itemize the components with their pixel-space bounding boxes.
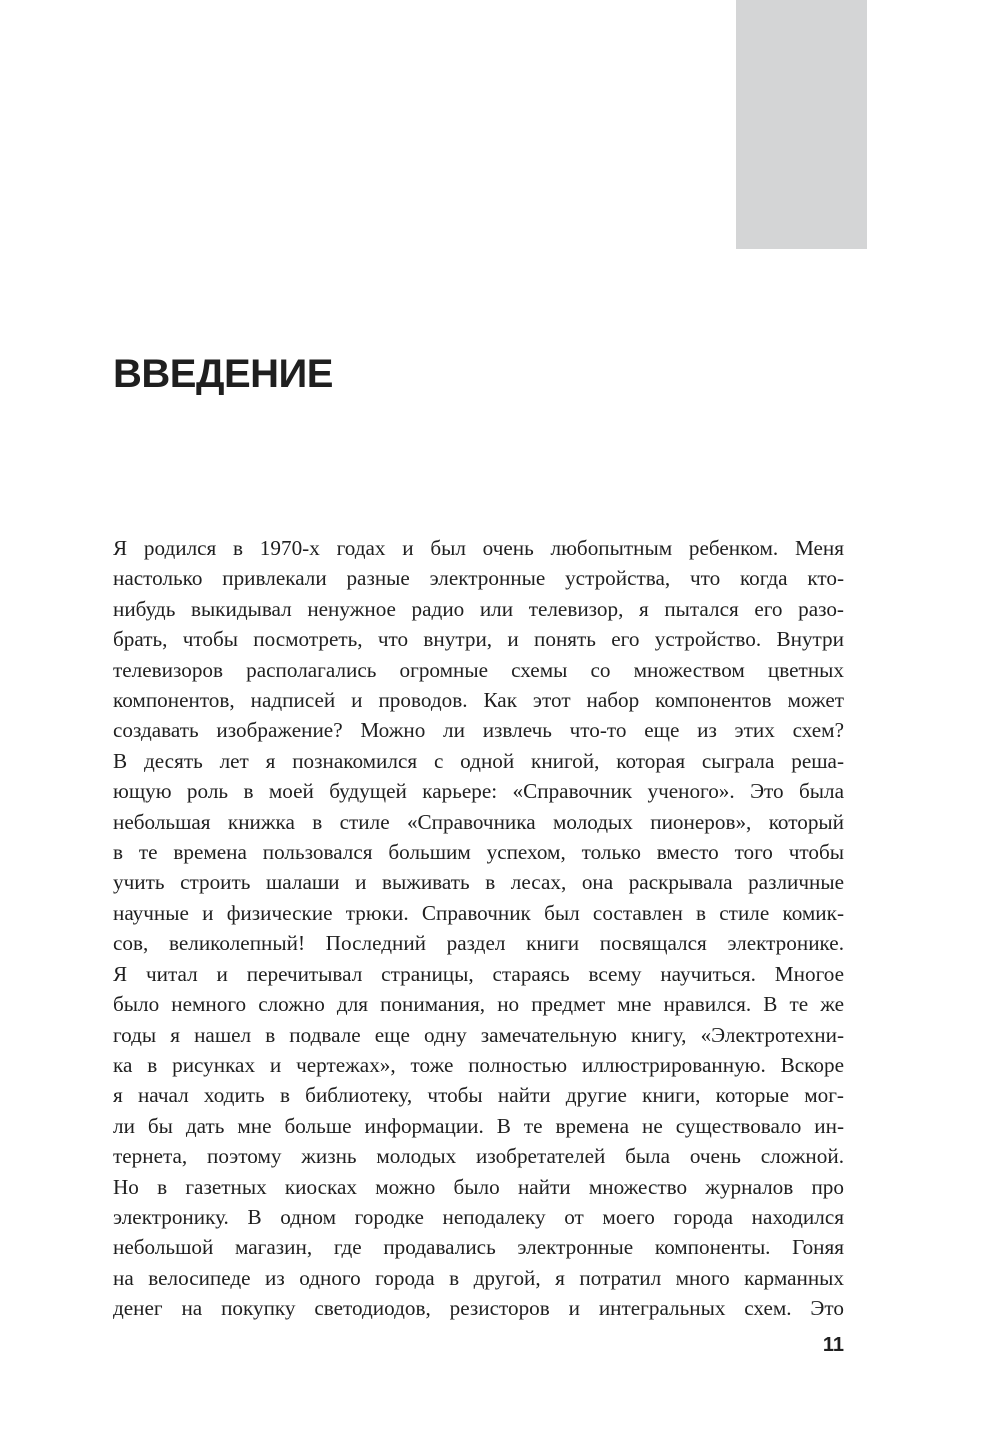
text-line: на велосипеде из одного города в другой, я потратил много карманных xyxy=(113,1265,844,1290)
text-line: было немного сложно для понимания, но предмет мне нравился. В те же xyxy=(113,992,844,1017)
text-line: годы я нашел в подвале еще одну замечательную книгу, «Электротехни- xyxy=(113,1022,844,1047)
text-line: Я читал и перечитывал страницы, стараясь всему научиться. Многое xyxy=(113,961,844,986)
body-paragraph xyxy=(113,533,844,1324)
text-line: компонентов, надписей и проводов. Как этот набор компонентов может xyxy=(113,688,844,713)
text-line: ка в рисунках и чертежах», тоже полностью иллюстрированную. Вскоре xyxy=(113,1052,844,1077)
text-line: настолько привлекали разные электронные устройства, что когда кто- xyxy=(113,566,844,591)
text-line: брать, чтобы посмотреть, что внутри, и понять его устройство. Внутри xyxy=(113,627,844,652)
text-line: электронику. В одном городке неподалеку от моего города находился xyxy=(113,1204,844,1229)
page-number: 11 xyxy=(822,1334,844,1356)
text-line: сов, великолепный! Последний раздел книги посвящался электронике. xyxy=(113,931,844,956)
text-line: небольшая книжка в стиле «Справочника молодых пионеров», который xyxy=(113,809,844,834)
text-line: небольшой магазин, где продавались электронные компоненты. Гоняя xyxy=(113,1235,844,1260)
text-line: Я родился в 1970-х годах и был очень любопытным ребенком. Меня xyxy=(113,536,844,560)
text-line: ли бы дать мне больше информации. В те времена не существовало ин- xyxy=(113,1113,844,1138)
text-line: в те времена пользовался большим успехом, только вместо того чтобы xyxy=(113,840,844,865)
text-line: я начал ходить в библиотеку, чтобы найти другие книги, которые мог- xyxy=(113,1083,844,1108)
text-line: В десять лет я познакомился с одной книгой, которая сыграла реша- xyxy=(113,748,844,773)
text-line: научные и физические трюки. Справочник был составлен в стиле комик- xyxy=(113,900,844,925)
text-line: телевизоров располагались огромные схемы со множеством цветных xyxy=(113,657,844,682)
text-line: Но в газетных киосках можно было найти множество журналов про xyxy=(113,1174,844,1199)
chapter-tab-marker xyxy=(736,0,867,249)
text-line: учить строить шалаши и выживать в лесах, она раскрывала различные xyxy=(113,870,844,895)
text-line: тернета, поэтому жизнь молодых изобретателей была очень сложной. xyxy=(113,1144,844,1169)
text-line: денег на покупку светодиодов, резисторов и интегральных схем. Это xyxy=(113,1296,844,1321)
text-line: создавать изображение? Можно ли извлечь что-то еще из этих схем? xyxy=(113,718,844,743)
chapter-title: ВВЕДЕНИЕ xyxy=(113,352,333,396)
text-line: ющую роль в моей будущей карьере: «Справочник ученого». Это была xyxy=(113,779,844,804)
text-line: нибудь выкидывал ненужное радио или телевизор, я пытался его разо- xyxy=(113,596,844,621)
